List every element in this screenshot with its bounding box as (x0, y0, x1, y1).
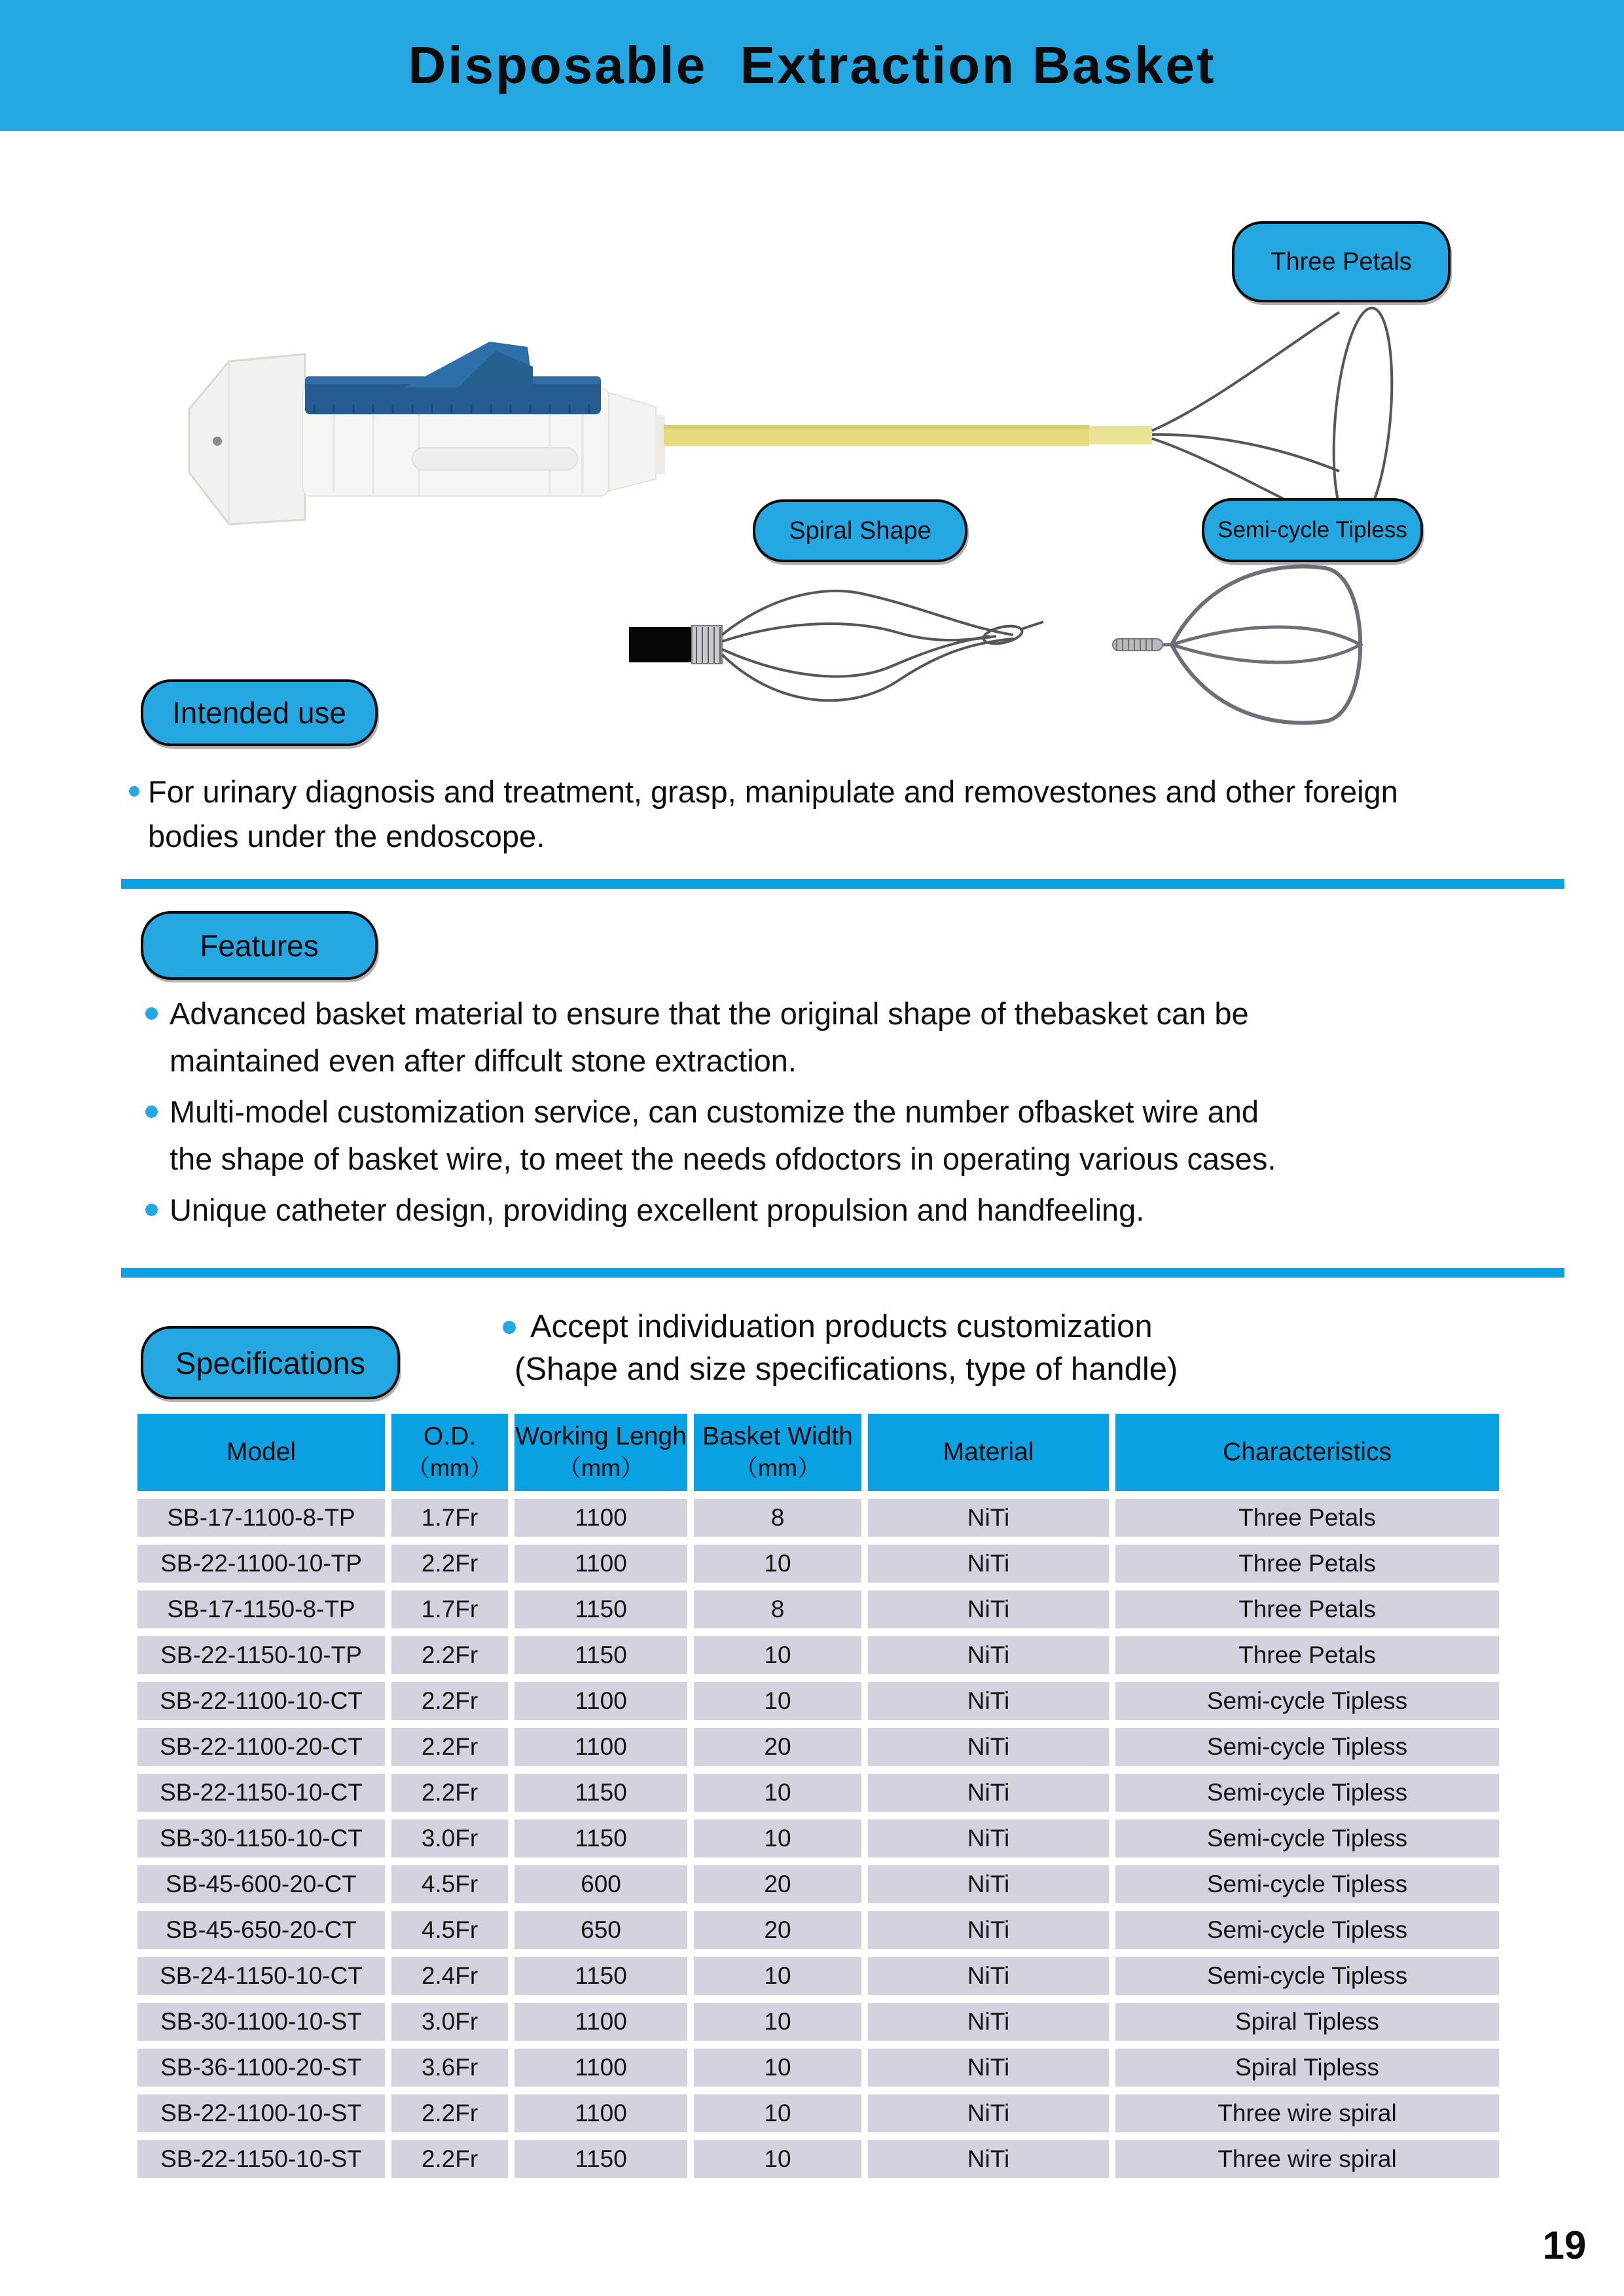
spec-table-cell: 10 (694, 2094, 861, 2132)
spec-table-cell: SB-22-1150-10-TP (137, 1636, 385, 1674)
spec-table-cell: NiTi (868, 1636, 1109, 1674)
spec-table-cell: Three wire spiral (1115, 2094, 1499, 2132)
spiral-shape-label-text: Spiral Shape (789, 516, 931, 545)
spec-table-cell: 10 (694, 1636, 861, 1674)
spec-table-cell: 2.4Fr (391, 1957, 508, 1995)
spec-table-cell: 2.2Fr (391, 1636, 508, 1674)
specifications-badge-text: Specifications (175, 1345, 365, 1380)
spec-table-cell: 1.7Fr (391, 1590, 508, 1628)
spec-table-cell: Semi-cycle Tipless (1115, 1911, 1499, 1949)
spec-table-cell: Three wire spiral (1115, 2140, 1499, 2178)
spec-table-cell: 10 (694, 1682, 861, 1720)
spec-table-cell: NiTi (868, 1499, 1109, 1537)
spec-table-cell: 1100 (514, 2003, 687, 2041)
spec-table-cell: NiTi (868, 2049, 1109, 2087)
three-petals-label (1232, 221, 1451, 302)
spec-column-header: O.D. （mm） (391, 1414, 508, 1491)
handle-device-drawing (189, 342, 1152, 524)
spec-table-cell: 1100 (514, 2094, 687, 2132)
feature-item (145, 1187, 1585, 1234)
spec-table-cell: 1100 (514, 1728, 687, 1766)
spec-table-cell: 1150 (514, 1774, 687, 1812)
feature-line: maintained even after diffcult stone extraction. (170, 1043, 797, 1078)
spec-table-cell: 650 (514, 1911, 687, 1949)
spec-table-cell: SB-22-1100-10-TP (137, 1545, 385, 1583)
spec-table-cell: NiTi (868, 1545, 1109, 1583)
feature-line: Advanced basket material to ensure that the original shape of thebasket can be (170, 996, 1249, 1031)
spec-table-cell: SB-17-1150-8-TP (137, 1590, 385, 1628)
spec-table-cell: NiTi (868, 1911, 1109, 1949)
spec-table-cell: 2.2Fr (391, 2094, 508, 2132)
spec-table-cell: 3.0Fr (391, 2003, 508, 2041)
feature-item (145, 990, 1585, 1085)
spec-table-cell: 600 (514, 1865, 687, 1903)
spec-table-cell: 1150 (514, 1820, 687, 1857)
spec-table-cell: NiTi (868, 1682, 1109, 1720)
spiral-basket-drawing (629, 591, 1043, 700)
spec-table-cell: Three Petals (1115, 1545, 1499, 1583)
spec-table-cell: Spiral Tipless (1115, 2049, 1499, 2087)
spec-table-cell: 2.2Fr (391, 1682, 508, 1720)
spec-table-cell: 10 (694, 2003, 861, 2041)
spec-table-cell: 10 (694, 1774, 861, 1812)
spec-note-line: Accept individuation products customization (530, 1309, 1153, 1344)
spec-table-cell: SB-22-1100-20-CT (137, 1728, 385, 1766)
spec-table-cell: SB-17-1100-8-TP (137, 1499, 385, 1537)
spiral-shape-label (753, 499, 967, 562)
spec-table-cell: 1100 (514, 1499, 687, 1537)
spec-table-cell: 20 (694, 1865, 861, 1903)
spec-table-cell: SB-36-1100-20-ST (137, 2049, 385, 2087)
spec-table-cell: 20 (694, 1728, 861, 1766)
spec-table-cell: 10 (694, 2140, 861, 2178)
spec-table-cell: 1150 (514, 2140, 687, 2178)
spec-table-cell: 4.5Fr (391, 1865, 508, 1903)
features-list (145, 990, 1585, 1238)
specifications-note (503, 1306, 1178, 1391)
spec-table-cell: SB-22-1100-10-CT (137, 1682, 385, 1720)
spec-table-cell: Three Petals (1115, 1499, 1499, 1537)
spec-table-cell: NiTi (868, 1590, 1109, 1628)
spec-table-cell: 2.2Fr (391, 1545, 508, 1583)
spec-table-cell: 10 (694, 2049, 861, 2087)
intended-use-badge-text: Intended use (171, 696, 346, 730)
semi-cycle-label-text: Semi-cycle Tipless (1218, 517, 1407, 543)
spec-table-cell: Spiral Tipless (1115, 2003, 1499, 2041)
handle-grip-recess (412, 448, 577, 470)
spec-table-cell: 1.7Fr (391, 1499, 508, 1537)
spec-table-cell: 10 (694, 1545, 861, 1583)
spec-table-cell: Three Petals (1115, 1590, 1499, 1628)
spec-table-cell: 8 (694, 1590, 861, 1628)
spec-table-cell: NiTi (868, 1865, 1109, 1903)
spec-table-cell: SB-22-1150-10-CT (137, 1774, 385, 1812)
spec-table-cell: 1150 (514, 1590, 687, 1628)
spec-note-line: (Shape and size specifications, type of handle) (514, 1352, 1178, 1387)
semi-cycle-label (1202, 498, 1423, 562)
spec-table-cell: 10 (694, 1957, 861, 1995)
spec-table-cell: NiTi (868, 2094, 1109, 2132)
handle-port-dot (213, 437, 222, 446)
spec-column-header: Working Lengh （mm） (514, 1414, 687, 1491)
spec-table-cell: NiTi (868, 1728, 1109, 1766)
spec-table-cell: SB-45-600-20-CT (137, 1865, 385, 1903)
spec-table-cell: SB-30-1150-10-CT (137, 1820, 385, 1857)
spec-table-cell: 3.6Fr (391, 2049, 508, 2087)
intended-use-badge (141, 679, 378, 746)
spec-table-cell: 1100 (514, 1682, 687, 1720)
spec-table-cell: NiTi (868, 1957, 1109, 1995)
spec-column-header: Model (137, 1414, 385, 1491)
spec-table-cell: SB-30-1100-10-ST (137, 2003, 385, 2041)
page-number: 19 (1542, 2223, 1587, 2267)
spec-table-cell: NiTi (868, 2140, 1109, 2178)
intended-use-line: bodies under the endoscope. (148, 819, 545, 853)
spec-table-cell: Three Petals (1115, 1636, 1499, 1674)
feature-line: Unique catheter design, providing excellent propulsion and handfeeling. (170, 1193, 1145, 1227)
spec-table-cell: SB-45-650-20-CT (137, 1911, 385, 1949)
feature-item (145, 1088, 1585, 1183)
spec-table-cell: 2.2Fr (391, 1728, 508, 1766)
bullet-dot-icon (145, 1204, 158, 1216)
spec-column-header: Basket Width （mm） (694, 1414, 861, 1491)
spec-table-cell: 2.2Fr (391, 1774, 508, 1812)
spec-table-cell: 1100 (514, 2049, 687, 2087)
spec-table-cell: 4.5Fr (391, 1911, 508, 1949)
spec-table-cell: 3.0Fr (391, 1820, 508, 1857)
spec-column-header: Material (868, 1414, 1109, 1491)
spec-table-cell: NiTi (868, 1774, 1109, 1812)
feature-line: the shape of basket wire, to meet the needs ofdoctors in operating various cases. (170, 1141, 1276, 1176)
features-badge (141, 911, 378, 980)
three-petals-label-text: Three Petals (1271, 247, 1412, 276)
spec-table-cell: NiTi (868, 2003, 1109, 2041)
spec-table-cell: Semi-cycle Tipless (1115, 1774, 1499, 1812)
features-badge-text: Features (200, 928, 319, 963)
spec-table-cell: 20 (694, 1911, 861, 1949)
spec-table (137, 1414, 1499, 2178)
spec-table-cell: 1150 (514, 1636, 687, 1674)
feature-line: Multi-model customization service, can customize the number ofbasket wire and (170, 1094, 1259, 1129)
spec-column-header: Characteristics (1115, 1414, 1499, 1491)
spec-table-cell: NiTi (868, 1820, 1109, 1857)
specifications-badge (141, 1326, 400, 1399)
intended-use-paragraph (129, 770, 1569, 859)
spec-table-cell: SB-24-1150-10-CT (137, 1957, 385, 1995)
semicycle-basket-drawing (1113, 567, 1360, 723)
spec-table-cell: Semi-cycle Tipless (1115, 1957, 1499, 1995)
spec-table-cell: Semi-cycle Tipless (1115, 1820, 1499, 1857)
spec-table-cell: SB-22-1100-10-ST (137, 2094, 385, 2132)
spec-table-cell: 1100 (514, 1545, 687, 1583)
spec-table-cell: Semi-cycle Tipless (1115, 1728, 1499, 1766)
spec-table-cell: Semi-cycle Tipless (1115, 1682, 1499, 1720)
spec-table-cell: Semi-cycle Tipless (1115, 1865, 1499, 1903)
bullet-dot-icon (145, 1105, 158, 1118)
section-divider (121, 1268, 1564, 1278)
header-banner (0, 0, 1624, 131)
spec-table-cell: 10 (694, 1820, 861, 1857)
bullet-dot-icon (145, 1007, 158, 1020)
bullet-dot-icon (129, 786, 139, 797)
page-title: Disposable Extraction Basket (408, 36, 1216, 94)
spec-table-cell: 2.2Fr (391, 2140, 508, 2178)
spec-table-cell: SB-22-1150-10-ST (137, 2140, 385, 2178)
section-divider (121, 879, 1564, 889)
bullet-dot-icon (503, 1321, 516, 1334)
spec-table-cell: 8 (694, 1499, 861, 1537)
spec-table-cell: 1150 (514, 1957, 687, 1995)
intended-use-line: For urinary diagnosis and treatment, grasp, manipulate and removestones and other foreign (148, 774, 1398, 809)
